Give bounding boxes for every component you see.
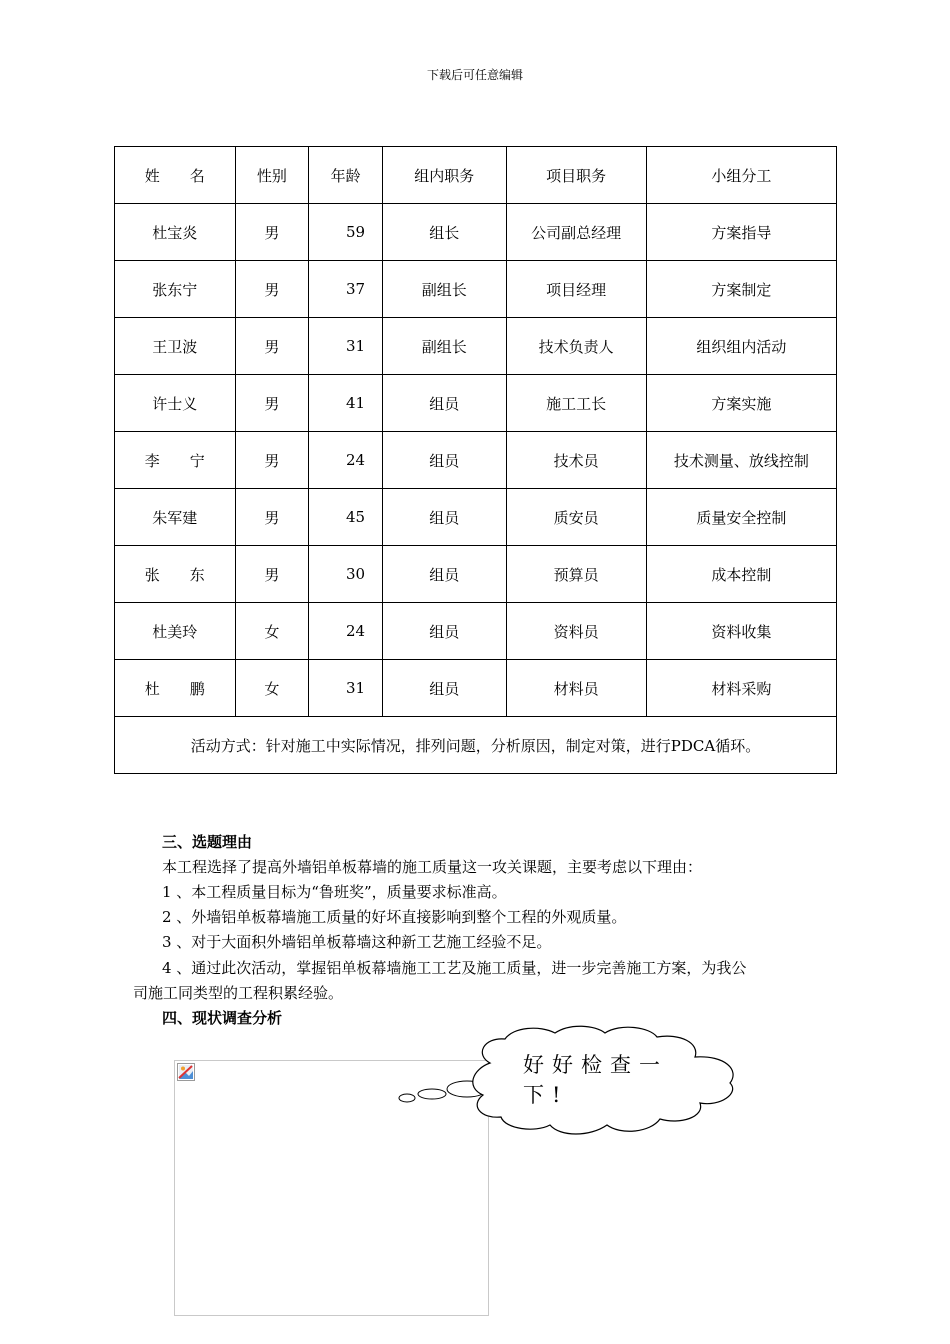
section3-item-2: 2 、外墙铝单板幕墙施工质量的好坏直接影响到整个工程的外观质量。 <box>162 908 627 926</box>
cell-age: 24 <box>309 603 383 660</box>
section3-item-1: 1 、本工程质量目标为“鲁班奖”，质量要求标准高。 <box>162 883 507 901</box>
cell-division: 资料收集 <box>646 603 836 660</box>
cell-group-role: 组员 <box>383 489 506 546</box>
table-row <box>115 318 837 375</box>
bubble-line-2: 下! <box>523 1083 569 1107</box>
table-header-row <box>115 147 837 204</box>
cell-division: 质量安全控制 <box>646 489 836 546</box>
cell-project-role: 项目经理 <box>506 261 646 318</box>
cell-group-role: 副组长 <box>383 261 506 318</box>
cell-division: 技术测量、放线控制 <box>646 432 836 489</box>
cell-sex: 女 <box>235 660 309 717</box>
table-row <box>115 546 837 603</box>
cell-age: 31 <box>309 660 383 717</box>
broken-image-icon <box>177 1063 195 1081</box>
section3-item-3: 3 、对于大面积外墙铝单板幕墙这种新工艺施工经验不足。 <box>162 933 552 951</box>
cell-name: 朱军建 <box>115 489 236 546</box>
cell-sex: 男 <box>235 546 309 603</box>
cell-name: 许士义 <box>115 375 236 432</box>
cell-project-role: 材料员 <box>506 660 646 717</box>
cell-group-role: 组员 <box>383 660 506 717</box>
table-row <box>115 660 837 717</box>
cell-name: 杜 鹏 <box>115 660 236 717</box>
cell-sex: 男 <box>235 318 309 375</box>
cell-name: 王卫波 <box>115 318 236 375</box>
cell-project-role: 技术负责人 <box>506 318 646 375</box>
table-row <box>115 375 837 432</box>
cell-name: 杜宝炎 <box>115 204 236 261</box>
bubble-line-1: 好好检查一 <box>523 1053 668 1077</box>
cell-age: 31 <box>309 318 383 375</box>
cell-sex: 男 <box>235 489 309 546</box>
cell-division: 成本控制 <box>646 546 836 603</box>
cell-name: 张东宁 <box>115 261 236 318</box>
cell-group-role: 组员 <box>383 603 506 660</box>
cell-division: 方案制定 <box>646 261 836 318</box>
section4-heading: 四、现状调查分析 <box>162 1009 283 1027</box>
header-group-role: 组内职务 <box>383 147 506 204</box>
table-row <box>115 261 837 318</box>
cell-group-role: 组员 <box>383 375 506 432</box>
cell-name: 张 东 <box>115 546 236 603</box>
cell-group-role: 组长 <box>383 204 506 261</box>
section3-item-4-cont: 司施工同类型的工程积累经验。 <box>133 984 344 1002</box>
cell-sex: 女 <box>235 603 309 660</box>
cell-project-role: 资料员 <box>506 603 646 660</box>
cell-project-role: 技术员 <box>506 432 646 489</box>
activity-method: 活动方式：针对施工中实际情况，排列问题，分析原因，制定对策，进行PDCA循环。 <box>115 717 837 774</box>
cell-age: 24 <box>309 432 383 489</box>
cell-group-role: 组员 <box>383 432 506 489</box>
cell-age: 30 <box>309 546 383 603</box>
section3-intro: 本工程选择了提高外墙铝单板幕墙的施工质量这一攻关课题，主要考虑以下理由： <box>162 858 703 876</box>
header-project-role: 项目职务 <box>506 147 646 204</box>
cell-age: 41 <box>309 375 383 432</box>
cell-age: 45 <box>309 489 383 546</box>
cell-group-role: 副组长 <box>383 318 506 375</box>
cell-age: 59 <box>309 204 383 261</box>
section3-heading: 三、选题理由 <box>162 833 253 851</box>
cell-project-role: 质安员 <box>506 489 646 546</box>
cell-division: 方案实施 <box>646 375 836 432</box>
cell-division: 材料采购 <box>646 660 836 717</box>
header-age: 年龄 <box>309 147 383 204</box>
cell-sex: 男 <box>235 375 309 432</box>
bubble-text <box>523 1050 683 1110</box>
cell-division: 方案指导 <box>646 204 836 261</box>
team-member-table <box>114 146 837 774</box>
page-header: 下载后可任意编辑 <box>426 68 523 82</box>
table-row <box>115 489 837 546</box>
table-row <box>115 603 837 660</box>
section3-item-4: 4 、通过此次活动，掌握铝单板幕墙施工工艺及施工质量，进一步完善施工方案，为我公 <box>162 959 747 977</box>
cell-project-role: 施工工长 <box>506 375 646 432</box>
table-footer-row <box>115 717 837 774</box>
cell-sex: 男 <box>235 204 309 261</box>
cell-group-role: 组员 <box>383 546 506 603</box>
header-name: 姓 名 <box>115 147 236 204</box>
header-division: 小组分工 <box>646 147 836 204</box>
cell-division: 组织组内活动 <box>646 318 836 375</box>
header-sex: 性别 <box>235 147 309 204</box>
table-row <box>115 432 837 489</box>
table-row <box>115 204 837 261</box>
cell-sex: 男 <box>235 261 309 318</box>
cell-name: 李 宁 <box>115 432 236 489</box>
cell-project-role: 公司副总经理 <box>506 204 646 261</box>
cell-sex: 男 <box>235 432 309 489</box>
cell-project-role: 预算员 <box>506 546 646 603</box>
cell-age: 37 <box>309 261 383 318</box>
cell-name: 杜美玲 <box>115 603 236 660</box>
